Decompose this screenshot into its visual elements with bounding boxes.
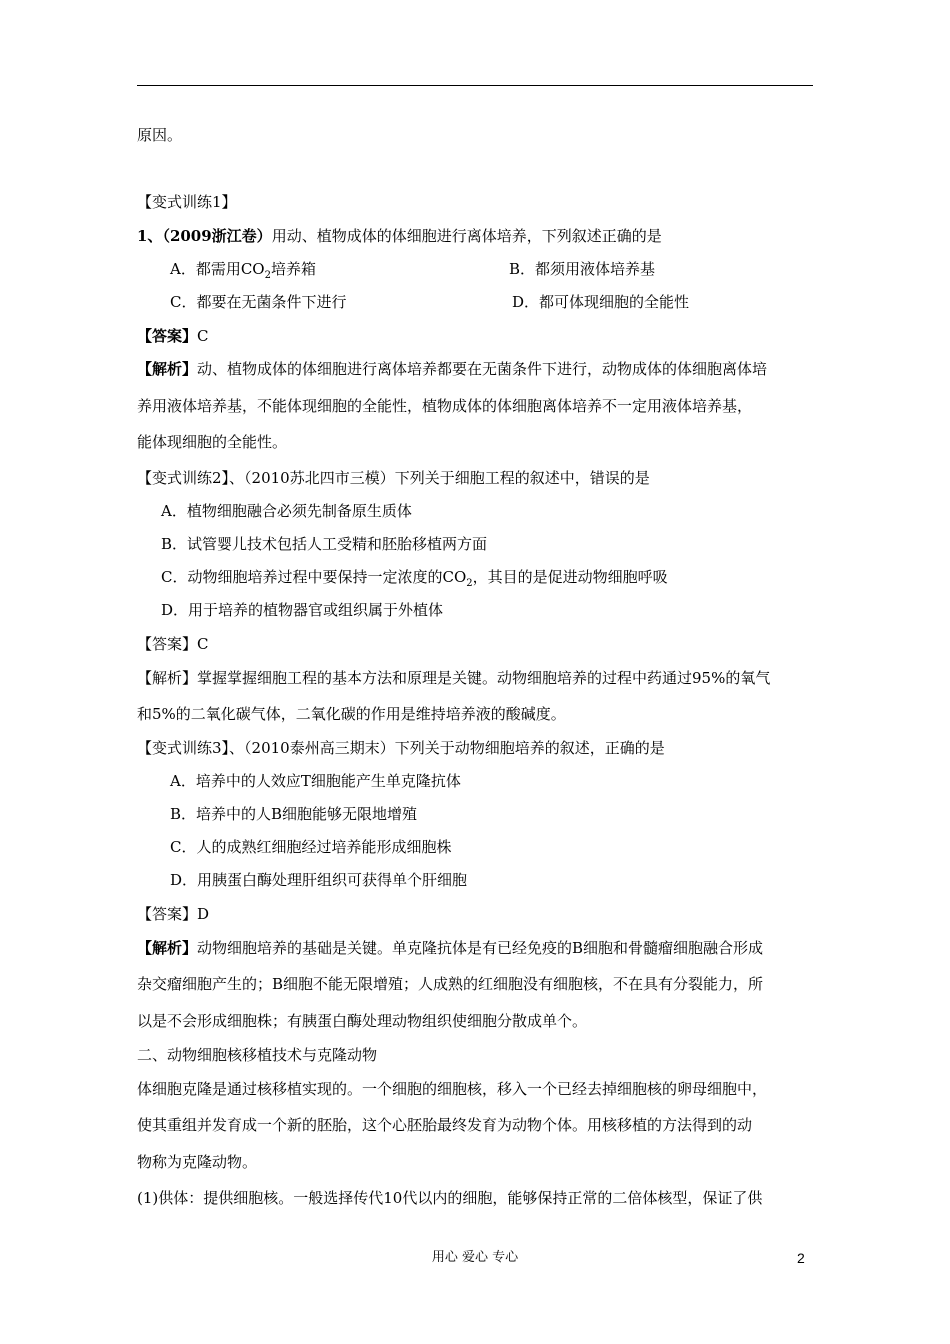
question-2-title: 【变式训练2】、（2010苏北四市三模）下列关于细胞工程的叙述中，错误的是	[137, 469, 650, 487]
question-number: 1、	[137, 227, 163, 245]
question-1-title	[137, 226, 662, 246]
explanation-line: 以是不会形成细胞株；有胰蛋白酶处理动物组织使细胞分散成单个。	[137, 1012, 588, 1030]
explanation-line: 【解析】掌握掌握细胞工程的基本方法和原理是关键。动物细胞培养的过程中药通过95%的氧气	[137, 669, 771, 687]
explanation-line: 养用液体培养基，不能体现细胞的全能性，植物成体的体细胞离体培养不一定用液体培养基，	[137, 397, 753, 415]
paragraph-line: 使其重组并发育成一个新的胚胎，这个心胚胎最终发育为动物个体。用核移植的方法得到的动	[137, 1116, 753, 1134]
option-b: B．试管婴儿技术包括人工受精和胚胎移植两方面	[161, 535, 488, 553]
paragraph-line: 物称为克隆动物。	[137, 1153, 258, 1171]
option-c: C．动物细胞培养过程中要保持一定浓度的$CO_2$，其目的是促进动物细胞呼吸	[161, 568, 668, 589]
answer-line: 【答案】D	[137, 905, 210, 923]
page-number: 2	[797, 1250, 805, 1266]
explanation-line: 【解析】动物细胞培养的基础是关键。单克隆抗体是有已经免疫的B细胞和骨髓瘤细胞融合形成	[137, 939, 764, 957]
section-heading: 【变式训练1】	[137, 193, 237, 211]
explanation-line: 杂交瘤细胞产生的；B细胞不能无限增殖；人成熟的红细胞没有细胞核，不在具有分裂能力，所	[137, 975, 764, 993]
explanation-line: 【解析】动、植物成体的体细胞进行离体培养都要在无菌条件下进行，动物成体的体细胞离体培	[137, 360, 768, 378]
option-d: D．用胰蛋白酶处理肝组织可获得单个肝细胞	[170, 871, 468, 889]
option-b: B．培养中的人B细胞能够无限地增殖	[170, 805, 418, 823]
paragraph-line: 体细胞克隆是通过核移植实现的。一个细胞的细胞核，移入一个已经去掉细胞核的卵母细胞中，	[137, 1080, 768, 1098]
explanation-label: 【解析】	[137, 939, 198, 957]
option-b: B．都须用液体培养基	[509, 260, 656, 278]
option-d: D．都可体现细胞的全能性	[512, 293, 690, 311]
option-row	[0, 259, 950, 279]
option-c: C．人的成熟红细胞经过培养能形成细胞株	[170, 838, 452, 856]
option-a: A．植物细胞融合必须先制备原生质体	[161, 502, 412, 520]
question-3-title: 【变式训练3】、（2010泰州高三期末）下列关于动物细胞培养的叙述，正确的是	[137, 739, 665, 757]
answer-line	[137, 326, 209, 346]
explanation-label: 【解析】	[137, 360, 198, 378]
question-source: （2009浙江卷）	[162, 227, 272, 245]
explanation-line: 和5%的二氧化碳气体，二氧化碳的作用是维持培养液的酸碱度。	[137, 705, 566, 723]
header-rule	[137, 85, 813, 86]
text-line: 原因。	[137, 126, 183, 144]
footer-text: 用心 爱心 专心	[431, 1250, 519, 1265]
paragraph-line: (1)供体：提供细胞核。一般选择传代10代以内的细胞，能够保持正常的二倍体核型，保证了供	[137, 1189, 763, 1207]
option-a: A．都需用$CO_2$培养箱	[170, 260, 316, 281]
option-row	[0, 292, 950, 312]
page-footer	[0, 1248, 950, 1268]
option-d: D．用于培养的植物器官或组织属于外植体	[161, 601, 444, 619]
option-c: C．都要在无菌条件下进行	[170, 293, 347, 311]
explanation-line: 能体现细胞的全能性。	[137, 433, 288, 451]
answer-label: 【答案】	[137, 327, 198, 345]
question-text: 用动、植物成体的体细胞进行离体培养，下列叙述正确的是	[271, 227, 662, 245]
answer-value: C	[197, 327, 209, 345]
option-a: A．培养中的人效应T细胞能产生单克隆抗体	[170, 772, 461, 790]
section-heading: 二、动物细胞核移植技术与克隆动物	[137, 1046, 378, 1064]
answer-line: 【答案】C	[137, 635, 209, 653]
